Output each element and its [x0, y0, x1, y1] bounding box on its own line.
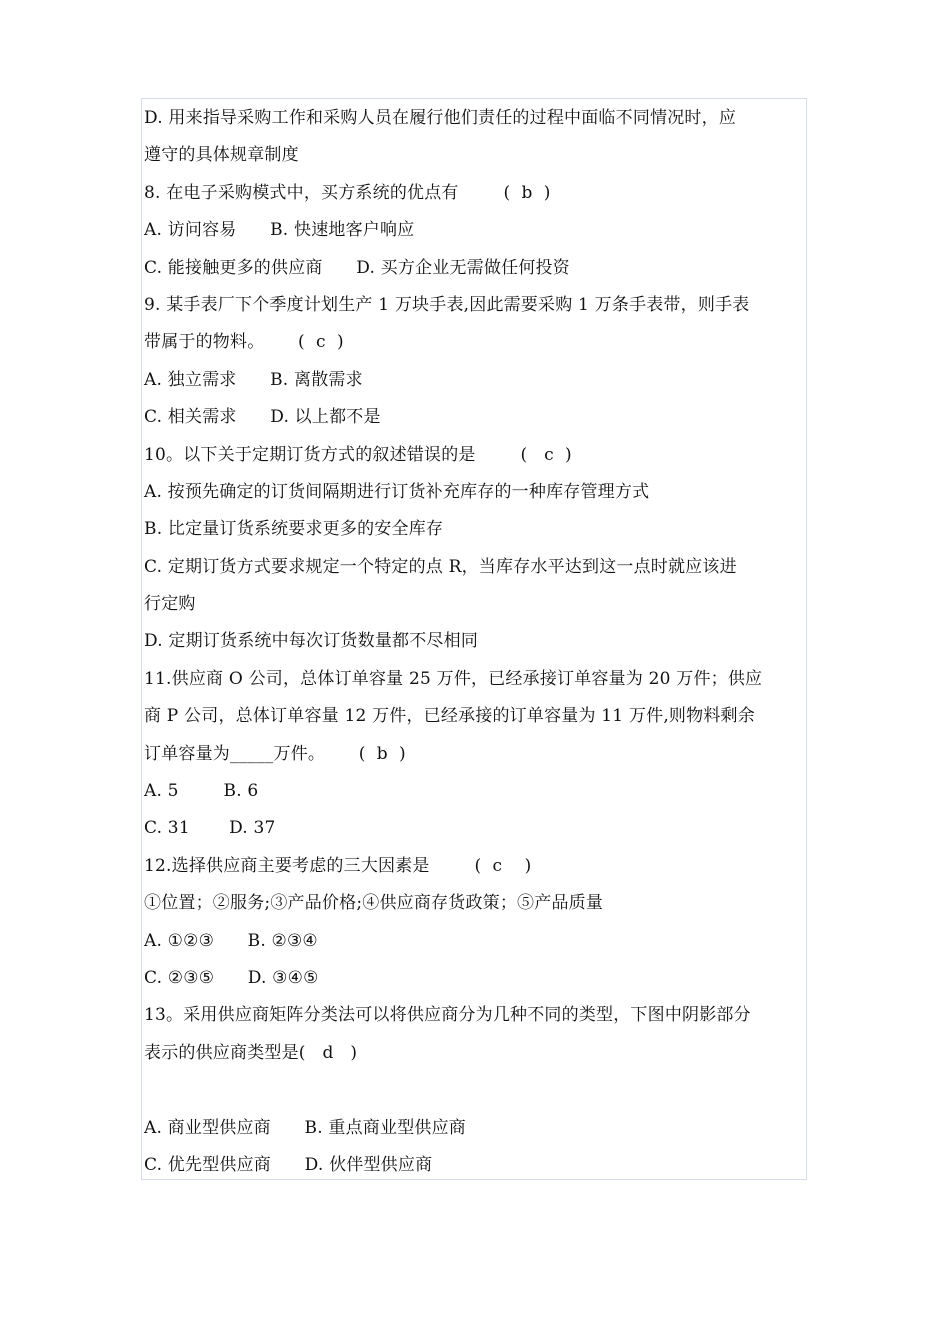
question-9-options-cd: C. 相关需求 D. 以上都不是 — [144, 407, 381, 428]
question-11-options-cd: C. 31 D. 37 — [144, 818, 276, 839]
question-10-option-d: D. 定期订货系统中每次订货数量都不尽相同 — [144, 631, 479, 652]
question-13-line-1: 13。采用供应商矩阵分类法可以将供应商分为几种不同的类型，下图中阴影部分 — [144, 1005, 751, 1026]
option-d-line-1: D. 用来指导采购工作和采购人员在履行他们责任的过程中面临不同情况时，应 — [144, 108, 737, 128]
question-12-options-ab: A. ①②③ B. ②③④ — [144, 930, 318, 951]
question-9-line-1: 9. 某手表厂下个季度计划生产 1 万块手表,因此需要采购 1 万条手表带，则手表 — [144, 294, 750, 315]
question-8-options-cd: C. 能接触更多的供应商 D. 买方企业无需做任何投资 — [144, 257, 570, 278]
document-body — [144, 100, 806, 1184]
missing-figure-gap — [144, 1072, 806, 1109]
question-8: 8. 在电子采购模式中，买方系统的优点有 ( b ) — [144, 182, 551, 203]
question-9-options-ab: A. 独立需求 B. 离散需求 — [144, 369, 363, 390]
question-10-option-a: A. 按预先确定的订货间隔期进行订货补充库存的一种库存管理方式 — [144, 481, 650, 502]
question-8-options-ab: A. 访问容易 B. 快速地客户响应 — [144, 220, 415, 241]
question-10-option-c-line-1: C. 定期订货方式要求规定一个特定的点 R，当库存水平达到这一点时就应该进 — [144, 556, 737, 577]
question-12-options-cd: C. ②③⑤ D. ③④⑤ — [144, 967, 319, 988]
option-d-line-2: 遵守的具体规章制度 — [144, 145, 299, 166]
question-9-line-2: 带属于的物料。 ( c ) — [144, 332, 344, 353]
question-13-line-2: 表示的供应商类型是( d ) — [144, 1042, 358, 1063]
question-12: 12.选择供应商主要考虑的三大因素是 ( c ) — [144, 855, 532, 876]
question-10-option-c-line-2: 行定购 — [144, 594, 196, 615]
question-11-line-2: 商 P 公司，总体订单容量 12 万件，已经承接的订单容量为 11 万件,则物料剩余 — [144, 706, 755, 727]
question-11-options-ab: A. 5 B. 6 — [144, 781, 259, 802]
question-13-options-ab: A. 商业型供应商 B. 重点商业型供应商 — [144, 1117, 467, 1138]
question-11-line-3: 订单容量为_____万件。 ( b ) — [144, 743, 406, 764]
question-12-factors: ①位置；②服务;③产品价格;④供应商存货政策；⑤产品质量 — [144, 893, 604, 914]
question-10-option-b: B. 比定量订货系统要求更多的安全库存 — [144, 519, 444, 540]
question-10: 10。以下关于定期订货方式的叙述错误的是 ( c ) — [144, 444, 572, 465]
question-11-line-1: 11.供应商 O 公司，总体订单容量 25 万件，已经承接订单容量为 20 万件；供应 — [144, 668, 763, 689]
question-13-options-cd: C. 优先型供应商 D. 伙伴型供应商 — [144, 1154, 433, 1175]
